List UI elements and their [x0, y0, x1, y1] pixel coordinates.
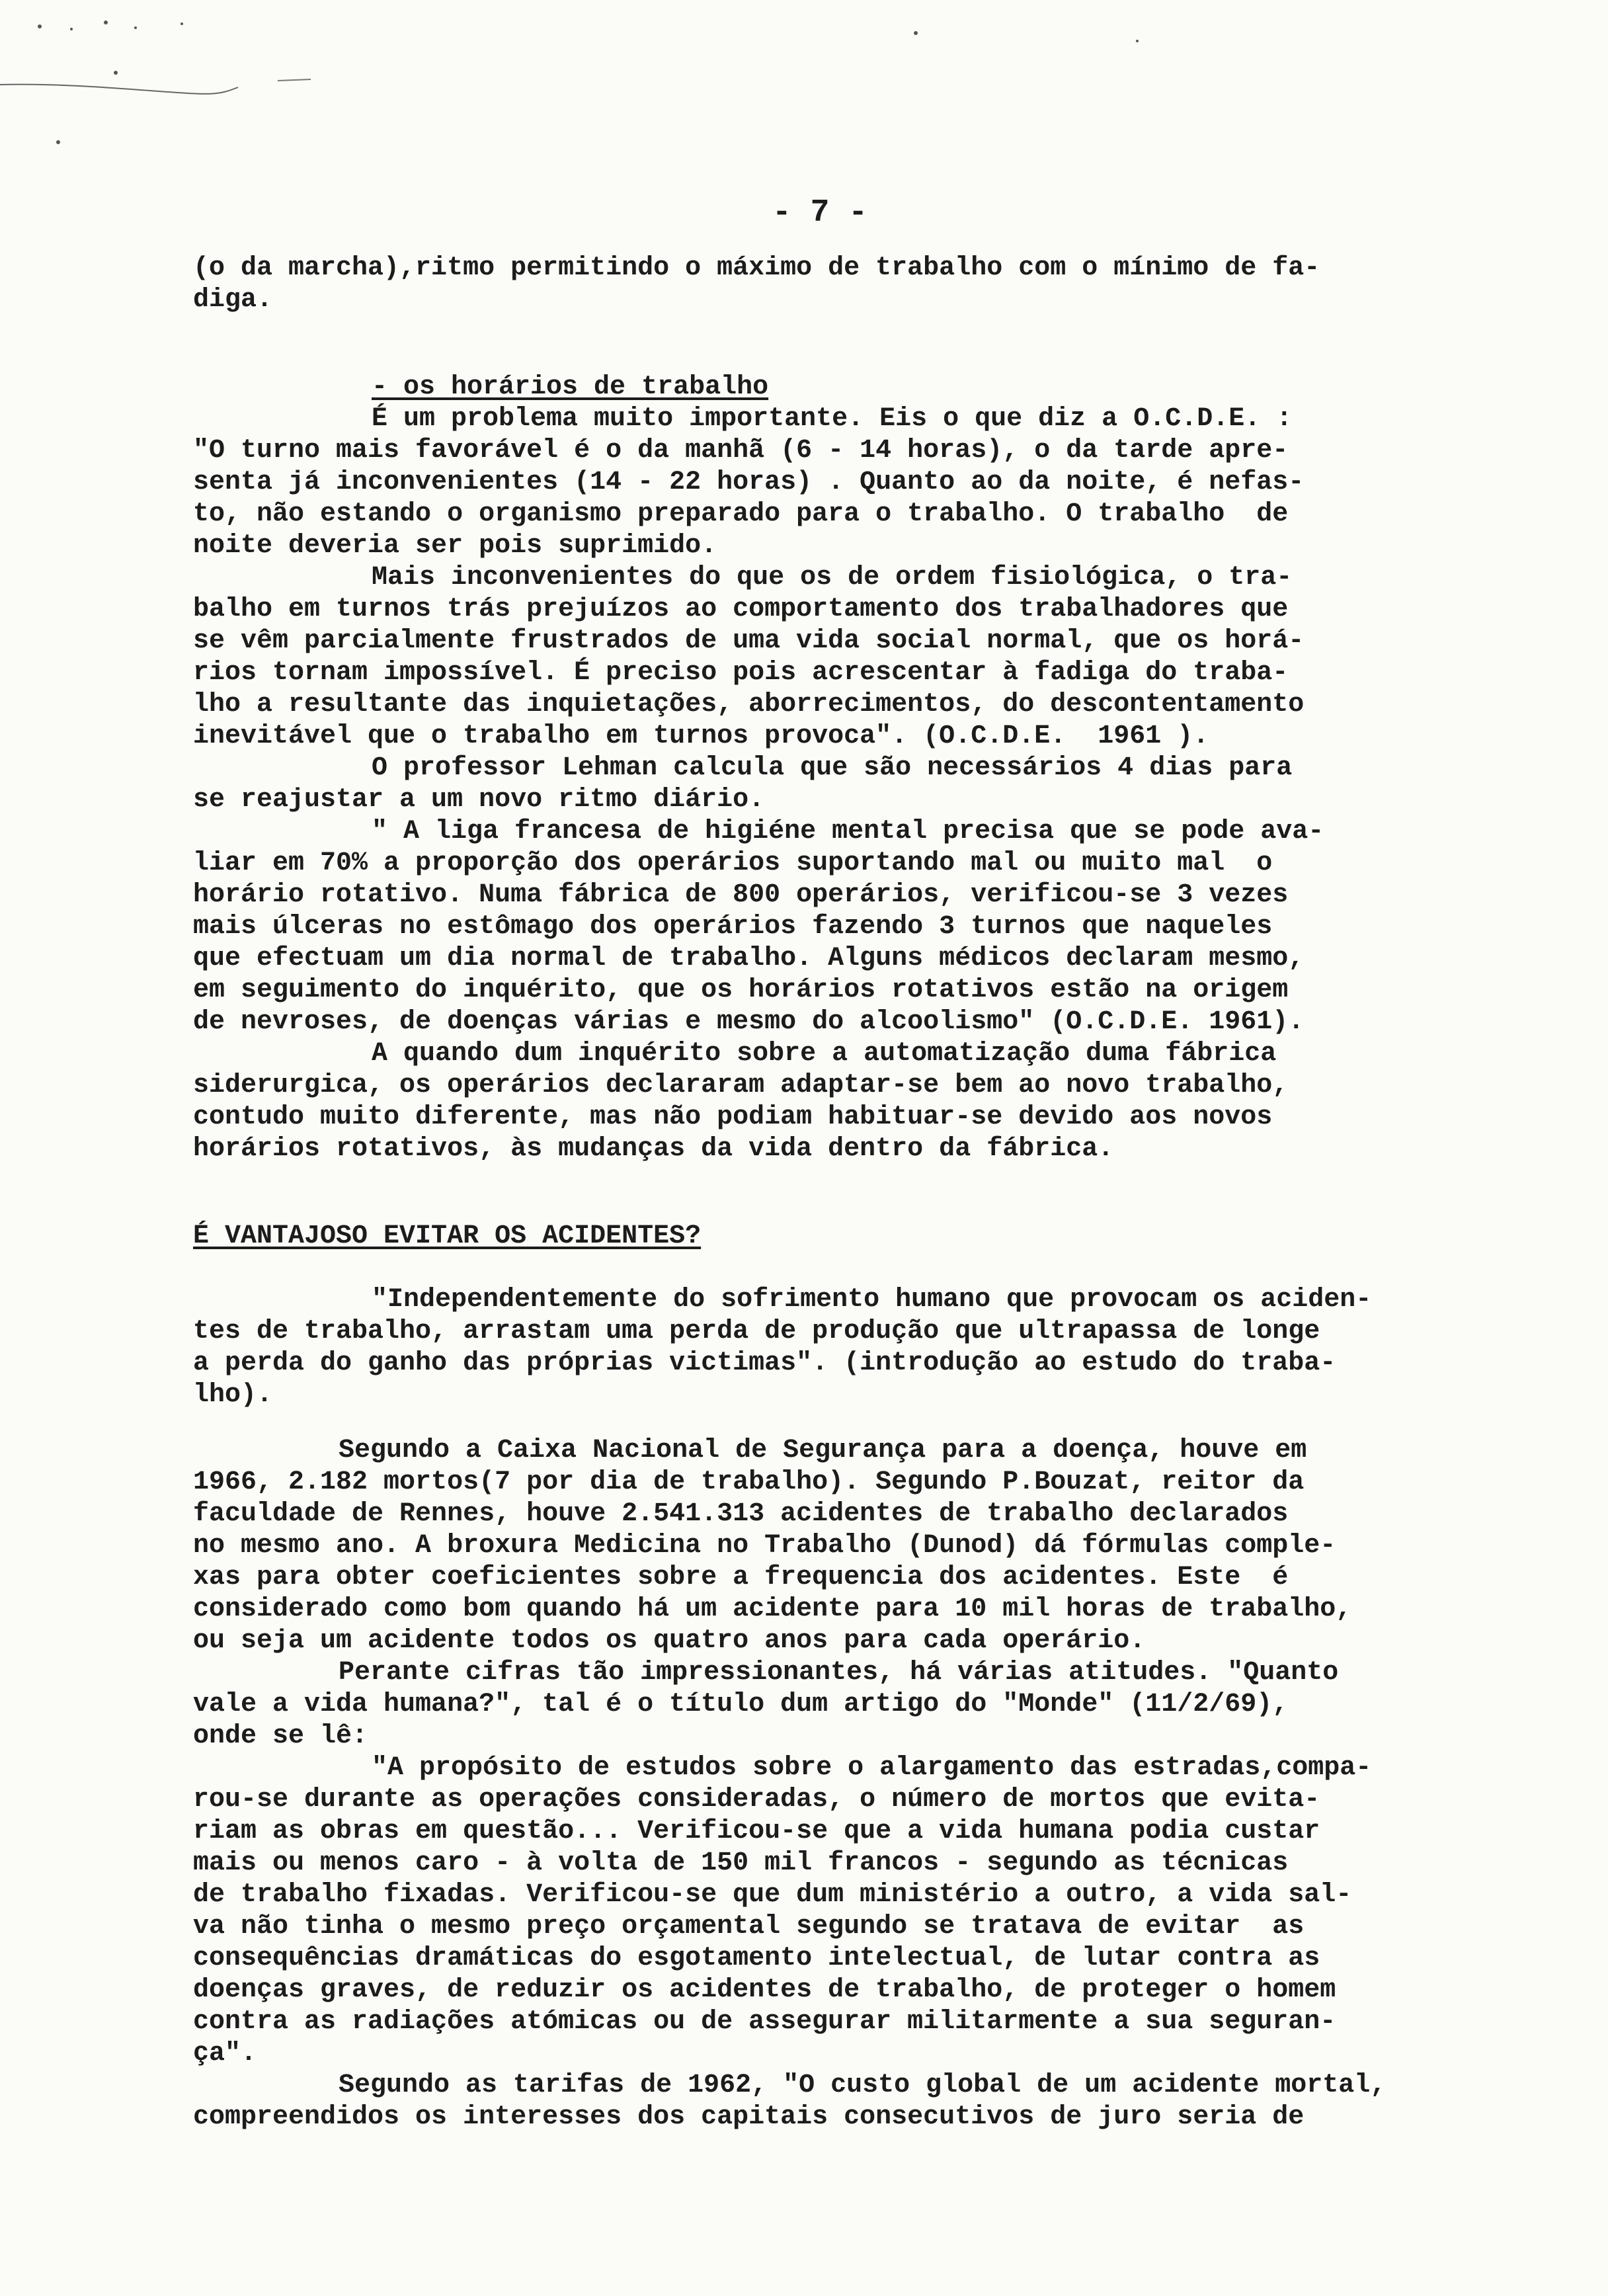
body-text: [193, 253, 1542, 2133]
text-line: Mais inconvenientes do que os de ordem fisiológica, o tra-: [372, 563, 1293, 593]
text-line: rou-se durante as operações consideradas, o número de mortos que evita-: [193, 1785, 1320, 1815]
subheading-horarios: - os horários de trabalho: [372, 372, 769, 402]
text-line: em seguimento do inquérito, que os horários rotativos estão na origem: [193, 975, 1289, 1005]
text-line: mais ou menos caro - à volta de 150 mil francos - segundo as técnicas: [193, 1848, 1289, 1878]
text-line: riam as obras em questão... Verificou-se que a vida humana podia custar: [193, 1817, 1320, 1846]
text-line: tes de trabalho, arrastam uma perda de produção que ultrapassa de longe: [193, 1317, 1320, 1346]
text-line: liar em 70% a proporção dos operários suportando mal ou muito mal o: [193, 848, 1273, 878]
text-line: se vêm parcialmente frustrados de uma vida social normal, que os horá-: [193, 626, 1305, 656]
text-line: inevitável que o trabalho em turnos provoca". (O.C.D.E. 1961 ).: [193, 721, 1209, 751]
text-line: Segundo a Caixa Nacional de Segurança para a doença, houve em: [339, 1436, 1307, 1465]
text-line: considerado como bom quando há um acidente para 10 mil horas de trabalho,: [193, 1594, 1352, 1624]
text-line: contra as radiações atómicas ou de assegurar militarmente a sua seguran-: [193, 2007, 1336, 2037]
text-line: "A propósito de estudos sobre o alargamento das estradas,compa-: [372, 1753, 1372, 1783]
text-line: 1966, 2.182 mortos(7 por dia de trabalho). Segundo P.Bouzat, reitor da: [193, 1467, 1305, 1497]
text-line: que efectuam um dia normal de trabalho. Alguns médicos declaram mesmo,: [193, 944, 1305, 973]
text-line: balho em turnos trás prejuízos ao comportamento dos trabalhadores que: [193, 594, 1289, 624]
text-line: contudo muito diferente, mas não podiam habituar-se devido aos novos: [193, 1102, 1273, 1132]
text-line: no mesmo ano. A broxura Medicina no Trabalho (Dunod) dá fórmulas comple-: [193, 1531, 1336, 1561]
text-line: de trabalho fixadas. Verificou-se que dum ministério a outro, a vida sal-: [193, 1880, 1352, 1910]
text-line: faculdade de Rennes, houve 2.541.313 acidentes de trabalho declarados: [193, 1499, 1289, 1529]
text-line: " A liga francesa de higiéne mental precisa que se pode ava-: [372, 817, 1324, 846]
text-line: "O turno mais favorável é o da manhã (6 - 14 horas), o da tarde apre-: [193, 436, 1289, 466]
text-line: lho a resultante das inquietações, aborrecimentos, do descontentamento: [193, 690, 1305, 719]
text-line: É um problema muito importante. Eis o que diz a O.C.D.E. :: [372, 404, 1293, 434]
scan-specks: [0, 0, 1608, 212]
text-line: Segundo as tarifas de 1962, "O custo global de um acidente mortal,: [339, 2070, 1387, 2100]
text-line: doenças graves, de reduzir os acidentes de trabalho, de proteger o homem: [193, 1975, 1336, 2005]
text-line: "Independentemente do sofrimento humano que provocam os aciden-: [372, 1285, 1372, 1315]
text-line: diga.: [193, 285, 273, 315]
text-line: vale a vida humana?", tal é o título dum artigo do "Monde" (11/2/69),: [193, 1690, 1289, 1719]
text-line: senta já inconvenientes (14 - 22 horas) . Quanto ao da noite, é nefas-: [193, 468, 1305, 497]
text-line: rios tornam impossível. É preciso pois acrescentar à fadiga do traba-: [193, 658, 1289, 688]
text-line: lho).: [193, 1380, 273, 1410]
section-heading: É VANTAJOSO EVITAR OS ACIDENTES?: [193, 1221, 702, 1251]
text-line: mais úlceras no estômago dos operários fazendo 3 turnos que naqueles: [193, 912, 1273, 942]
text-line: noite deveria ser pois suprimido.: [193, 531, 717, 561]
text-line: ou seja um acidente todos os quatro anos para cada operário.: [193, 1626, 1146, 1656]
text-line: se reajustar a um novo ritmo diário.: [193, 785, 765, 815]
text-line: horário rotativo. Numa fábrica de 800 operários, verificou-se 3 vezes: [193, 880, 1289, 910]
text-line: A quando dum inquérito sobre a automatização duma fábrica: [372, 1039, 1277, 1069]
page-number: - 7 -: [772, 195, 868, 231]
text-line: compreendidos os interesses dos capitais consecutivos de juro seria de: [193, 2102, 1305, 2132]
text-line: ça".: [193, 2039, 257, 2069]
text-line: a perda do ganho das próprias victimas". (introdução ao estudo do traba-: [193, 1348, 1336, 1378]
text-line: Perante cifras tão impressionantes, há várias atitudes. "Quanto: [339, 1658, 1339, 1688]
text-line: siderurgica, os operários declararam adaptar-se bem ao novo trabalho,: [193, 1071, 1289, 1100]
text-line: O professor Lehman calcula que são necessários 4 dias para: [372, 753, 1293, 783]
text-line: xas para obter coeficientes sobre a frequencia dos acidentes. Este é: [193, 1563, 1289, 1592]
text-line: (o da marcha),ritmo permitindo o máximo de trabalho com o mínimo de fa-: [193, 253, 1320, 283]
text-line: onde se lê:: [193, 1721, 368, 1751]
text-line: va não tinha o mesmo preço orçamental segundo se tratava de evitar as: [193, 1912, 1305, 1942]
text-line: consequências dramáticas do esgotamento intelectual, de lutar contra as: [193, 1944, 1320, 1973]
text-line: to, não estando o organismo preparado para o trabalho. O trabalho de: [193, 499, 1289, 529]
text-line: horários rotativos, às mudanças da vida dentro da fábrica.: [193, 1134, 1114, 1164]
text-line: de nevroses, de doenças várias e mesmo do alcoolismo" (O.C.D.E. 1961).: [193, 1007, 1305, 1037]
